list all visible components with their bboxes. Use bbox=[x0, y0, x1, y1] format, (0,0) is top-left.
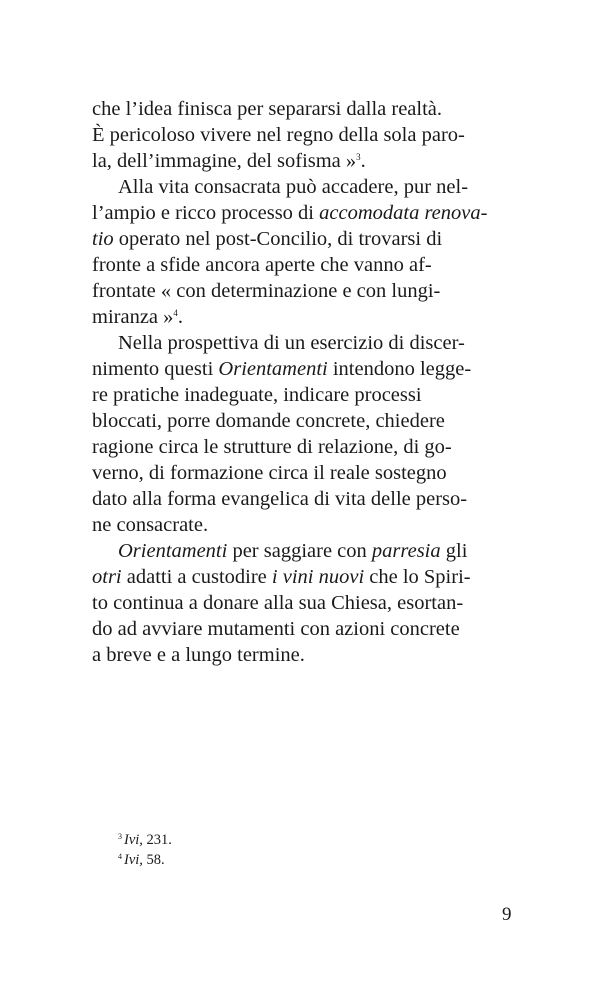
line: ne consacrate. bbox=[92, 514, 209, 536]
italic-text: Orientamenti bbox=[218, 358, 328, 380]
footnote-number: 3 bbox=[118, 832, 122, 841]
page-content bbox=[92, 96, 516, 668]
italic-text: Orientamenti bbox=[118, 540, 228, 562]
line: a breve e a lungo termine. bbox=[92, 644, 305, 666]
text: gli bbox=[440, 540, 468, 562]
footnote-ref-text: Ivi, bbox=[124, 832, 143, 848]
line: miranza » bbox=[92, 306, 174, 328]
line: ragione circa le strutture di relazione, di go- bbox=[92, 436, 452, 458]
line: che l’idea finisca per separarsi dalla realtà. bbox=[92, 98, 443, 120]
paragraph-1 bbox=[92, 96, 516, 174]
paragraph-3 bbox=[92, 330, 516, 538]
line: do ad avviare mutamenti con azioni concrete bbox=[92, 618, 460, 640]
line: bloccati, porre domande concrete, chiedere bbox=[92, 410, 445, 432]
line: verno, di formazione circa il reale sostegno bbox=[92, 462, 447, 484]
line: frontate « con determinazione e con lungi- bbox=[92, 280, 441, 302]
text: per saggiare con bbox=[227, 540, 372, 562]
period: . bbox=[360, 150, 366, 172]
footnote-3 bbox=[118, 830, 172, 850]
line: È pericoloso vivere nel regno della sola paro- bbox=[92, 124, 465, 146]
body-text bbox=[92, 96, 516, 668]
italic-text: parresia bbox=[371, 540, 441, 562]
text: intendono legge- bbox=[327, 358, 472, 380]
text: l’ampio e ricco processo di bbox=[92, 202, 320, 224]
page-number: 9 bbox=[502, 904, 512, 925]
text: nimento questi bbox=[92, 358, 219, 380]
footnote-text: 231. bbox=[142, 832, 172, 848]
line: to continua a donare alla sua Chiesa, esortan- bbox=[92, 592, 464, 614]
italic-text: accomodata renova- bbox=[319, 202, 488, 224]
period: . bbox=[177, 306, 184, 328]
footnotes bbox=[118, 830, 172, 870]
text: adatti a custodire bbox=[121, 566, 272, 588]
italic-text: tio bbox=[92, 228, 114, 250]
footnote-ref-3: 3 bbox=[356, 152, 361, 162]
line: Nella prospettiva di un esercizio di discer- bbox=[118, 332, 465, 354]
line: fronte a sfide ancora aperte che vanno af- bbox=[92, 254, 432, 276]
footnote-ref-text: Ivi, bbox=[124, 852, 143, 868]
paragraph-2 bbox=[92, 174, 516, 330]
footnote-ref-4: 4 bbox=[173, 308, 178, 318]
italic-text: otri bbox=[92, 566, 122, 588]
text: che lo Spiri- bbox=[364, 566, 471, 588]
line: re pratiche inadeguate, indicare processi bbox=[92, 384, 422, 406]
footnote-text: 58. bbox=[142, 852, 165, 868]
line: la, dell’immagine, del sofisma » bbox=[92, 150, 357, 172]
footnote-4 bbox=[118, 850, 172, 870]
footnote-number: 4 bbox=[118, 852, 122, 861]
text: operato nel post-Concilio, di trovarsi di bbox=[113, 228, 443, 250]
paragraph-4 bbox=[92, 538, 516, 668]
line: dato alla forma evangelica di vita delle perso- bbox=[92, 488, 468, 510]
line: Alla vita consacrata può accadere, pur nel- bbox=[118, 176, 469, 198]
italic-text: i vini nuovi bbox=[271, 566, 365, 588]
